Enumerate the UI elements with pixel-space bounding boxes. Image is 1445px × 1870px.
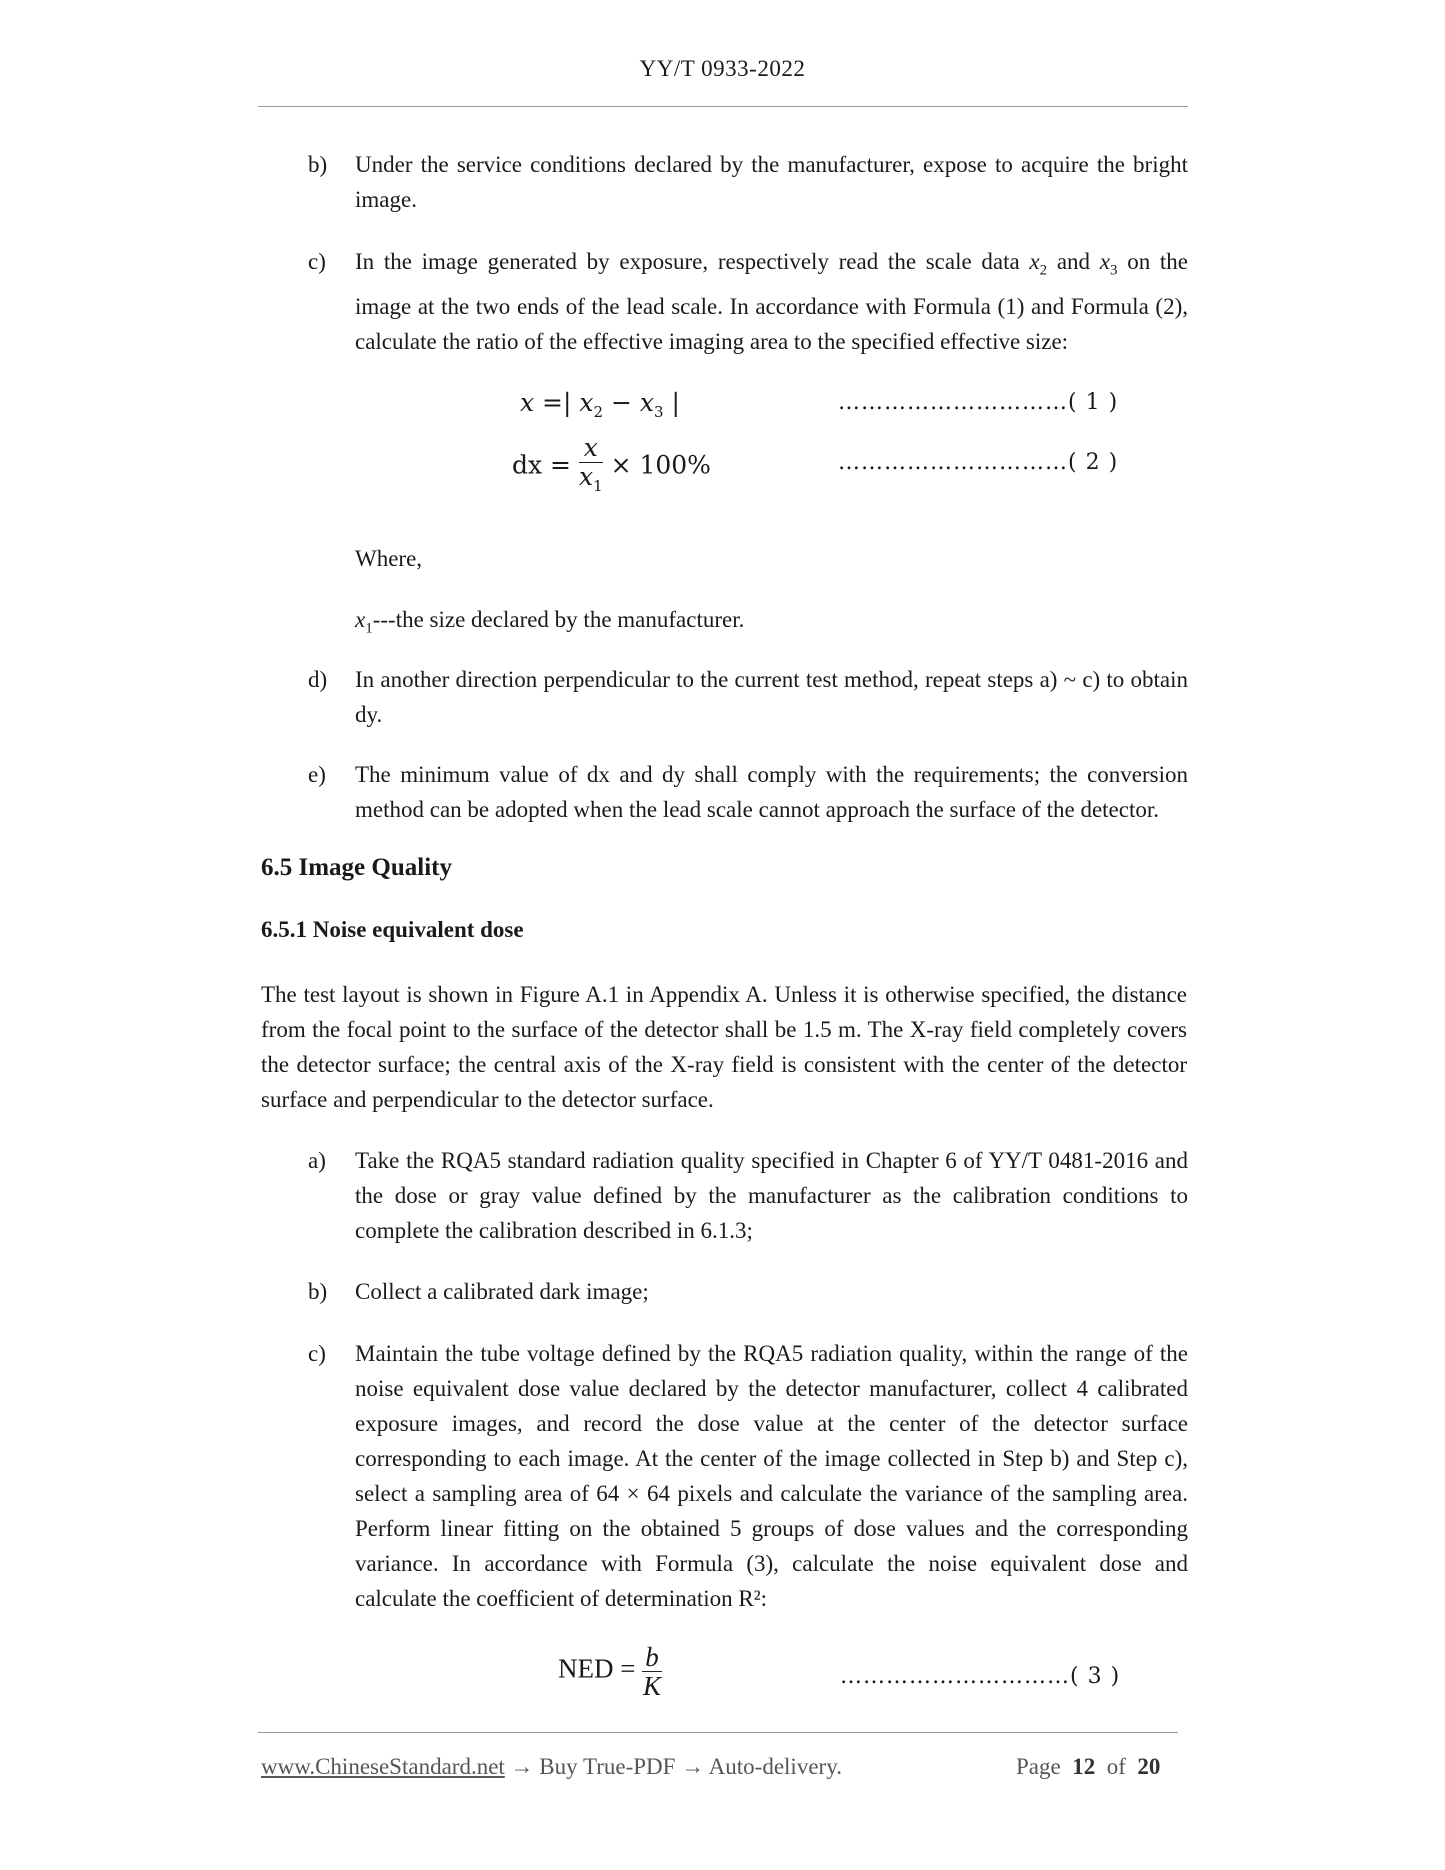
- formula-1: x =| $x_2 - x_3$ |: [520, 388, 680, 421]
- page-number: 12: [1072, 1754, 1096, 1779]
- page-indicator: Page 12 of 20: [1016, 1754, 1161, 1779]
- footer-left: [261, 1754, 842, 1780]
- formula-3: NED = $\frac{b}{K}$: [558, 1642, 661, 1701]
- item-label: e): [308, 762, 326, 787]
- document-header: [0, 56, 1445, 82]
- item-label: b): [308, 152, 328, 177]
- section-heading: 6.5 Image Quality: [261, 854, 452, 881]
- item-text: In the image generated by exposure, respectively read the scale data $x_2$ and $x_3$ on the image at the two ends of the lead scale. In accordance with Formula (1) and Formula (2), calculate the ratio of the effective imaging area to the specified effective size:: [355, 249, 1188, 354]
- formula-1-number: …………………………( 1 ): [838, 390, 1119, 415]
- item-text: The minimum value of dx and dy shall comply with the requirements; the conversion method can be adopted when the lead scale cannot approach the surface of the detector.: [355, 762, 1188, 822]
- item-label: d): [308, 667, 328, 692]
- where-definition: $x_1--$-the size declared by the manufacturer.: [355, 607, 745, 637]
- item-label: b): [308, 1279, 328, 1304]
- item-text: Collect a calibrated dark image;: [355, 1279, 649, 1304]
- item-text: Maintain the tube voltage defined by the RQA5 radiation quality, within the range of the noise equivalent dose value declared by the detector manufacturer, collect 4 calibrated exposure images, and record the dose value at the center of the detector surface corresponding to each image. At the center of the image collected in Step b) and Step c), select a sampling area of 64 × 64 pixels and calculate the variance of the sampling area. Perform linear fitting on the obtained 5 groups of dose values and the corresponding variance. In accordance with Formula (3), calculate the noise equivalent dose and calculate the coefficient of determination R²:: [355, 1341, 1188, 1611]
- page-total: 20: [1137, 1754, 1161, 1779]
- intro-paragraph: The test layout is shown in Figure A.1 in Appendix A. Unless it is otherwise specified, the distance from the focal point to the surface of the detector shall be 1.5 m. The X-ray field completely covers the detector surface; the central axis of the X-ray field is consistent with the center of the detector surface and perpendicular to the detector surface.: [261, 982, 1187, 1112]
- item-text: In another direction perpendicular to the current test method, repeat steps a) ~ c) to obtain dy.: [355, 667, 1188, 727]
- item-label: c): [308, 249, 326, 274]
- delivery-label: Auto-delivery.: [708, 1754, 842, 1779]
- item-label: a): [308, 1148, 326, 1173]
- formula-2-number: …………………………( 2 ): [838, 450, 1119, 475]
- arrow-icon: →: [675, 1754, 709, 1779]
- item-text: Take the RQA5 standard radiation quality specified in Chapter 6 of YY/T 0481-2016 and the dose or gray value defined by the manufacturer as the calibration conditions to complete the calibration described in 6.1.3;: [355, 1148, 1188, 1243]
- where-label: Where,: [355, 546, 423, 571]
- subsection-heading: 6.5.1 Noise equivalent dose: [261, 917, 524, 942]
- item-label: c): [308, 1341, 326, 1366]
- doc-code: YY/T 0933-2022: [639, 56, 806, 81]
- buy-label: Buy True-PDF: [539, 1754, 676, 1779]
- arrow-icon: →: [504, 1754, 540, 1779]
- header-divider: [258, 106, 1188, 107]
- footer-link[interactable]: www.ChineseStandard.net: [261, 1754, 505, 1779]
- formula-2: dx = $\frac{x}{x_1}$ × 100%: [512, 433, 711, 495]
- item-text: Under the service conditions declared by the manufacturer, expose to acquire the bright image.: [355, 152, 1188, 212]
- formula-3-number: …………………………( 3 ): [840, 1664, 1121, 1689]
- footer-divider: [258, 1732, 1178, 1733]
